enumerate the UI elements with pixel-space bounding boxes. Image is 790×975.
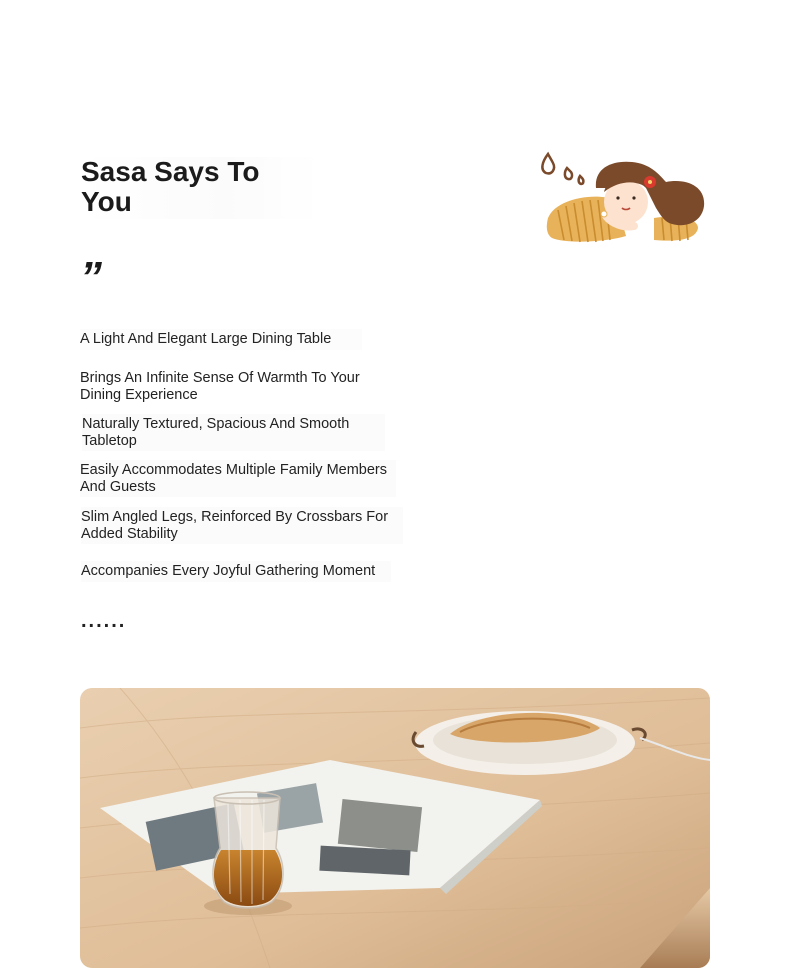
feature-point: Easily Accommodates Multiple Family Members And Guests [80,460,396,497]
feature-point: Brings An Infinite Sense Of Warmth To Your Dining Experience [80,368,400,405]
feature-point: Naturally Textured, Spacious And Smooth Tabletop [82,414,385,451]
section-title [81,157,321,219]
feature-point: Accompanies Every Joyful Gathering Moment [81,561,391,582]
feature-point: Slim Angled Legs, Reinforced By Crossbars For Added Stability [81,507,403,544]
sweat-drop-icon [579,176,584,184]
sweat-drop-icon [565,168,572,179]
product-photo [80,688,710,968]
sweat-drop-icon [542,154,554,173]
section-title-line1: Sasa Says To [81,156,260,187]
quote-mark: ” [80,253,100,302]
ellipsis: ...... [81,610,127,632]
feature-point: A Light And Elegant Large Dining Table [80,329,362,350]
section-title-line2: You [81,186,132,217]
mascot-illustration [536,148,712,246]
